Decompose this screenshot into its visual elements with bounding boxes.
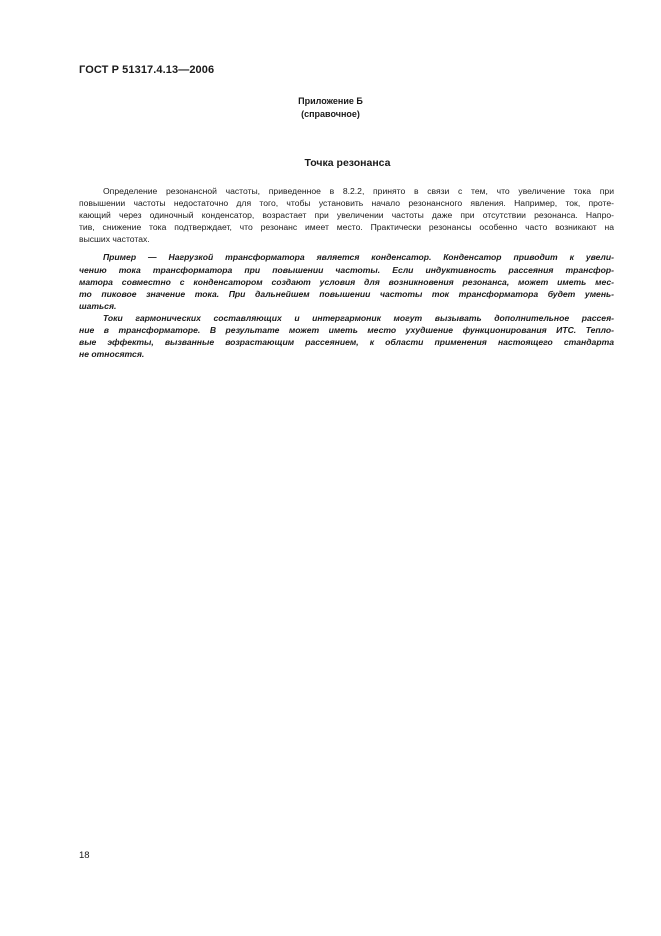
text-line: матора совместно с конденсатором создают условия для возникновения резонанса, может иметь мес- <box>79 276 614 287</box>
text-line: шаться. <box>79 300 117 311</box>
text-line: Пример — Нагрузкой трансформатора является конденсатор. Конденсатор приводит к увели- <box>103 252 614 263</box>
paragraph-resonance-definition <box>79 185 614 245</box>
text-line: Определение резонансной частоты, приведенное в 8.2.2, принято в связи с тем, что увеличение тока при <box>103 186 614 196</box>
text-line: повышении частоты недостаточно для того, чтобы установить начало резонансного явления. Например, ток, проте- <box>79 198 614 209</box>
page-number: 18 <box>79 850 90 861</box>
text-line: Токи гармонических составляющих и интергармоник могут вызывать дополнительное рассея- <box>103 312 614 323</box>
appendix-heading <box>0 95 661 121</box>
example-paragraph <box>79 251 614 311</box>
document-header: ГОСТ Р 51317.4.13—2006 <box>79 64 215 76</box>
appendix-label: Приложение Б <box>298 96 363 106</box>
text-line: чению тока трансформатора при повышении частоты. Если индуктивность рассеяния трансфор- <box>79 264 614 275</box>
text-line: кающий через одиночный конденсатор, возрастает при увеличении частоты даже при отсутствии резонанса. Напро- <box>79 210 614 221</box>
appendix-type: (справочное) <box>301 109 360 119</box>
text-line: не относятся. <box>79 349 145 360</box>
text-line: ние в трансформаторе. В результате может иметь место ухудшение функционирования ИТС. Тепло- <box>79 325 614 336</box>
text-line: высших частотах. <box>79 234 150 245</box>
text-line: тив, снижение тока подтверждает, что резонанс имеет место. Практически резонансы особенно часто возникают на <box>79 222 614 233</box>
text-line: то пиковое значение тока. При дальнейшем повышении частоты ток трансформатора будет умень- <box>79 288 614 299</box>
document-body <box>79 185 614 360</box>
note-paragraph <box>79 312 614 360</box>
text-line: вые эффекты, вызванные возрастающим рассеянием, к области применения настоящего стандарта <box>79 337 614 348</box>
section-title: Точка резонанса <box>304 157 391 169</box>
